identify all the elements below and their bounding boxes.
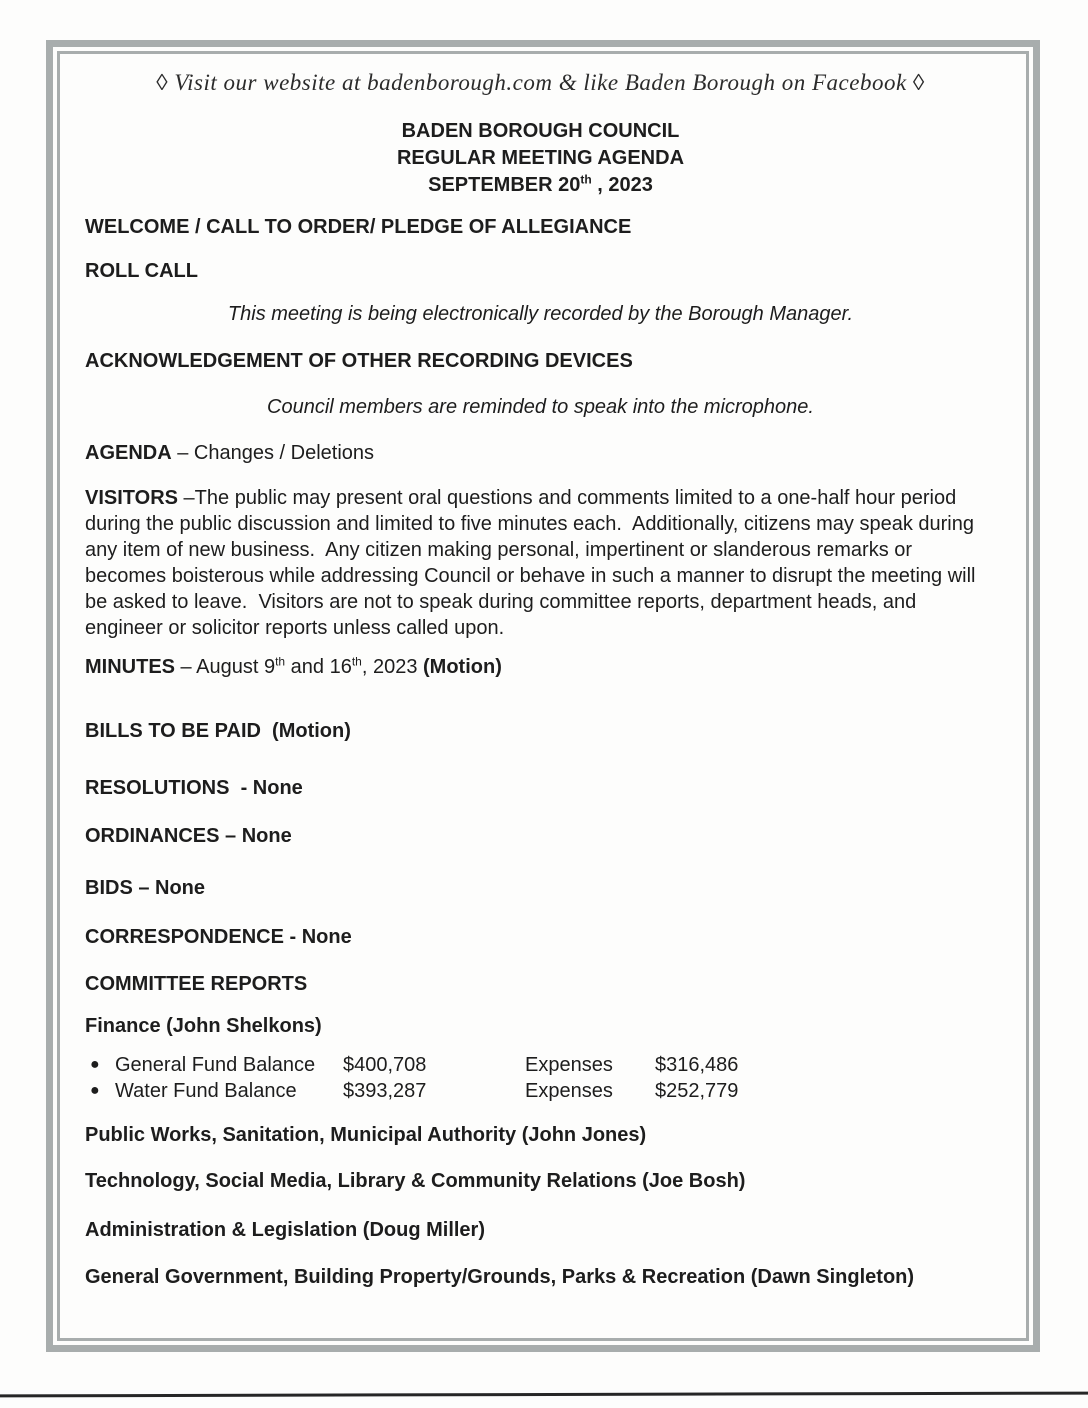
section-welcome: WELCOME / CALL TO ORDER/ PLEDGE OF ALLEGIANCE [85, 216, 632, 238]
minutes-part1: – August 9 [175, 656, 276, 678]
visitors-label: VISITORS [85, 487, 178, 509]
section-ordinances: ORDINANCES – None [85, 825, 292, 847]
expenses-value: $316,486 [655, 1054, 739, 1076]
section-roll-call: ROLL CALL [85, 260, 198, 282]
scan-edge-line [0, 1392, 1088, 1398]
minutes-part3: , 2023 [361, 656, 424, 678]
minutes-ordinal-2: th [351, 654, 362, 669]
bullet-icon: ● [90, 1056, 100, 1073]
expenses-label: Expenses [525, 1054, 613, 1076]
section-correspondence: CORRESPONDENCE - None [85, 926, 352, 948]
recording-note: This meeting is being electronically recorded by the Borough Manager. [227, 303, 854, 325]
title-block [85, 118, 996, 199]
agenda-label: AGENDA [85, 442, 172, 464]
minutes-ordinal-1: th [275, 654, 286, 669]
fund-balance-value: $400,708 [343, 1054, 427, 1076]
finance-table [85, 1052, 996, 1104]
fund-label: Water Fund Balance [115, 1080, 297, 1102]
committee-administration: Administration & Legislation (Doug Miller) [85, 1219, 485, 1241]
microphone-note: Council members are reminded to speak into the microphone. [267, 396, 814, 418]
inner-border-line [57, 51, 1029, 1341]
section-resolutions: RESOLUTIONS - None [85, 777, 303, 799]
section-acknowledgement: ACKNOWLEDGEMENT OF OTHER RECORDING DEVICES [85, 350, 633, 372]
fund-label: General Fund Balance [115, 1054, 316, 1076]
agenda-rest: – Changes / Deletions [171, 442, 375, 464]
fund-balance-value: $393,287 [343, 1080, 427, 1102]
finance-row-water-fund [85, 1078, 996, 1104]
section-committee-reports: COMMITTEE REPORTS [85, 973, 308, 995]
committee-public-works: Public Works, Sanitation, Municipal Authority (John Jones) [85, 1124, 647, 1146]
minutes-part2: and 16 [285, 656, 352, 678]
agenda-content [60, 54, 1026, 1338]
section-bills: BILLS TO BE PAID (Motion) [85, 720, 351, 742]
visitors-text: –The public may present oral questions and comments limited to a one-half hour period during the public discussion and limited to five minutes each. Additionally, citizens may speak during any item of new business. Any citizen making personal, impertinent or slanderous remarks or becomes boisterous while addressing Council or behave in such a manner to disrupt the meeting will be asked to leave. Visitors are not to speak during committee reports, department heads, and engineer or solicitor reports unless called upon. [85, 487, 982, 639]
meeting-date-tail: , 2023 [591, 174, 653, 196]
expenses-label: Expenses [525, 1080, 613, 1102]
meeting-type: REGULAR MEETING AGENDA [396, 147, 685, 169]
decorative-border-frame [46, 40, 1040, 1352]
meeting-date-ordinal: th [580, 172, 592, 187]
section-bids: BIDS – None [85, 877, 206, 899]
website-banner: ◊ Visit our website at badenborough.com & like Baden Borough on Facebook ◊ [156, 70, 925, 95]
minutes-motion: (Motion) [423, 656, 502, 678]
committee-general-government: General Government, Building Property/Grounds, Parks & Recreation (Dawn Singleton) [85, 1266, 915, 1288]
section-visitors [85, 485, 996, 641]
finance-row-general-fund [85, 1052, 996, 1078]
minutes-label: MINUTES [85, 656, 175, 678]
section-agenda [85, 441, 996, 465]
meeting-date [85, 172, 996, 199]
finance-committee-title: Finance (John Shelkons) [85, 1015, 322, 1037]
bullet-icon: ● [90, 1082, 100, 1099]
meeting-date-text: SEPTEMBER 20 [428, 174, 581, 196]
section-minutes [85, 655, 996, 679]
expenses-value: $252,779 [655, 1080, 739, 1102]
committee-technology: Technology, Social Media, Library & Community Relations (Joe Bosh) [85, 1170, 746, 1192]
council-title: BADEN BOROUGH COUNCIL [401, 120, 680, 142]
